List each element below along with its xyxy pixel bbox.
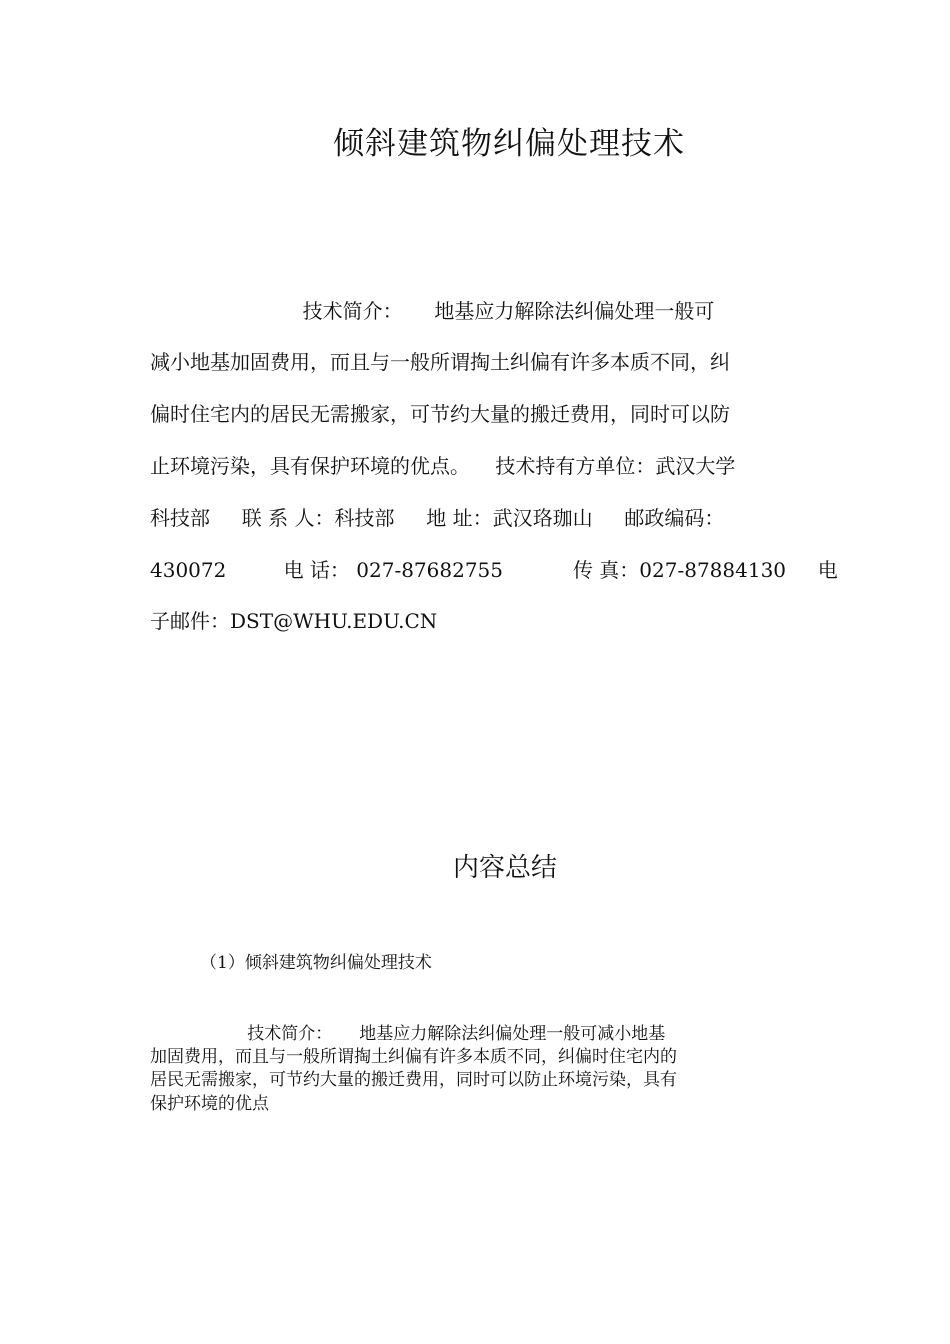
summary-item-heading: （1）倾斜建筑物纠偏处理技术 (200, 953, 432, 973)
summary-line: 保护环境的优点 (150, 1094, 269, 1114)
summary-line: 居民无需搬家，可节约大量的搬迁费用，同时可以防止环境污染，具有 (150, 1070, 677, 1090)
page-title: 倾斜建筑物纠偏处理技术 (333, 126, 685, 162)
summary-line: 技术简介： 地基应力解除法纠偏处理一般可减小地基 (150, 1024, 666, 1044)
intro-line: 技术简介： 地基应力解除法纠偏处理一般可 (150, 299, 715, 323)
intro-line: 减小地基加固费用，而且与一般所谓掏土纠偏有许多本质不同，纠 (150, 350, 730, 374)
intro-line: 科技部 联 系 人：科技部 地 址：武汉珞珈山 邮政编码： (150, 506, 725, 530)
intro-line: 偏时住宅内的居民无需搬家，可节约大量的搬迁费用，同时可以防 (150, 402, 730, 426)
summary-line: 加固费用，而且与一般所谓掏土纠偏有许多本质不同，纠偏时住宅内的 (150, 1047, 677, 1067)
intro-line: 430072 电 话： 027-87682755 传 真：027-87884130 电 (150, 558, 838, 582)
intro-line: 子邮件：DST@WHU.EDU.CN (150, 609, 438, 633)
summary-title: 内容总结 (452, 853, 557, 883)
intro-line: 止环境污染，具有保护环境的优点。 技术持有方单位：武汉大学 (150, 454, 736, 478)
